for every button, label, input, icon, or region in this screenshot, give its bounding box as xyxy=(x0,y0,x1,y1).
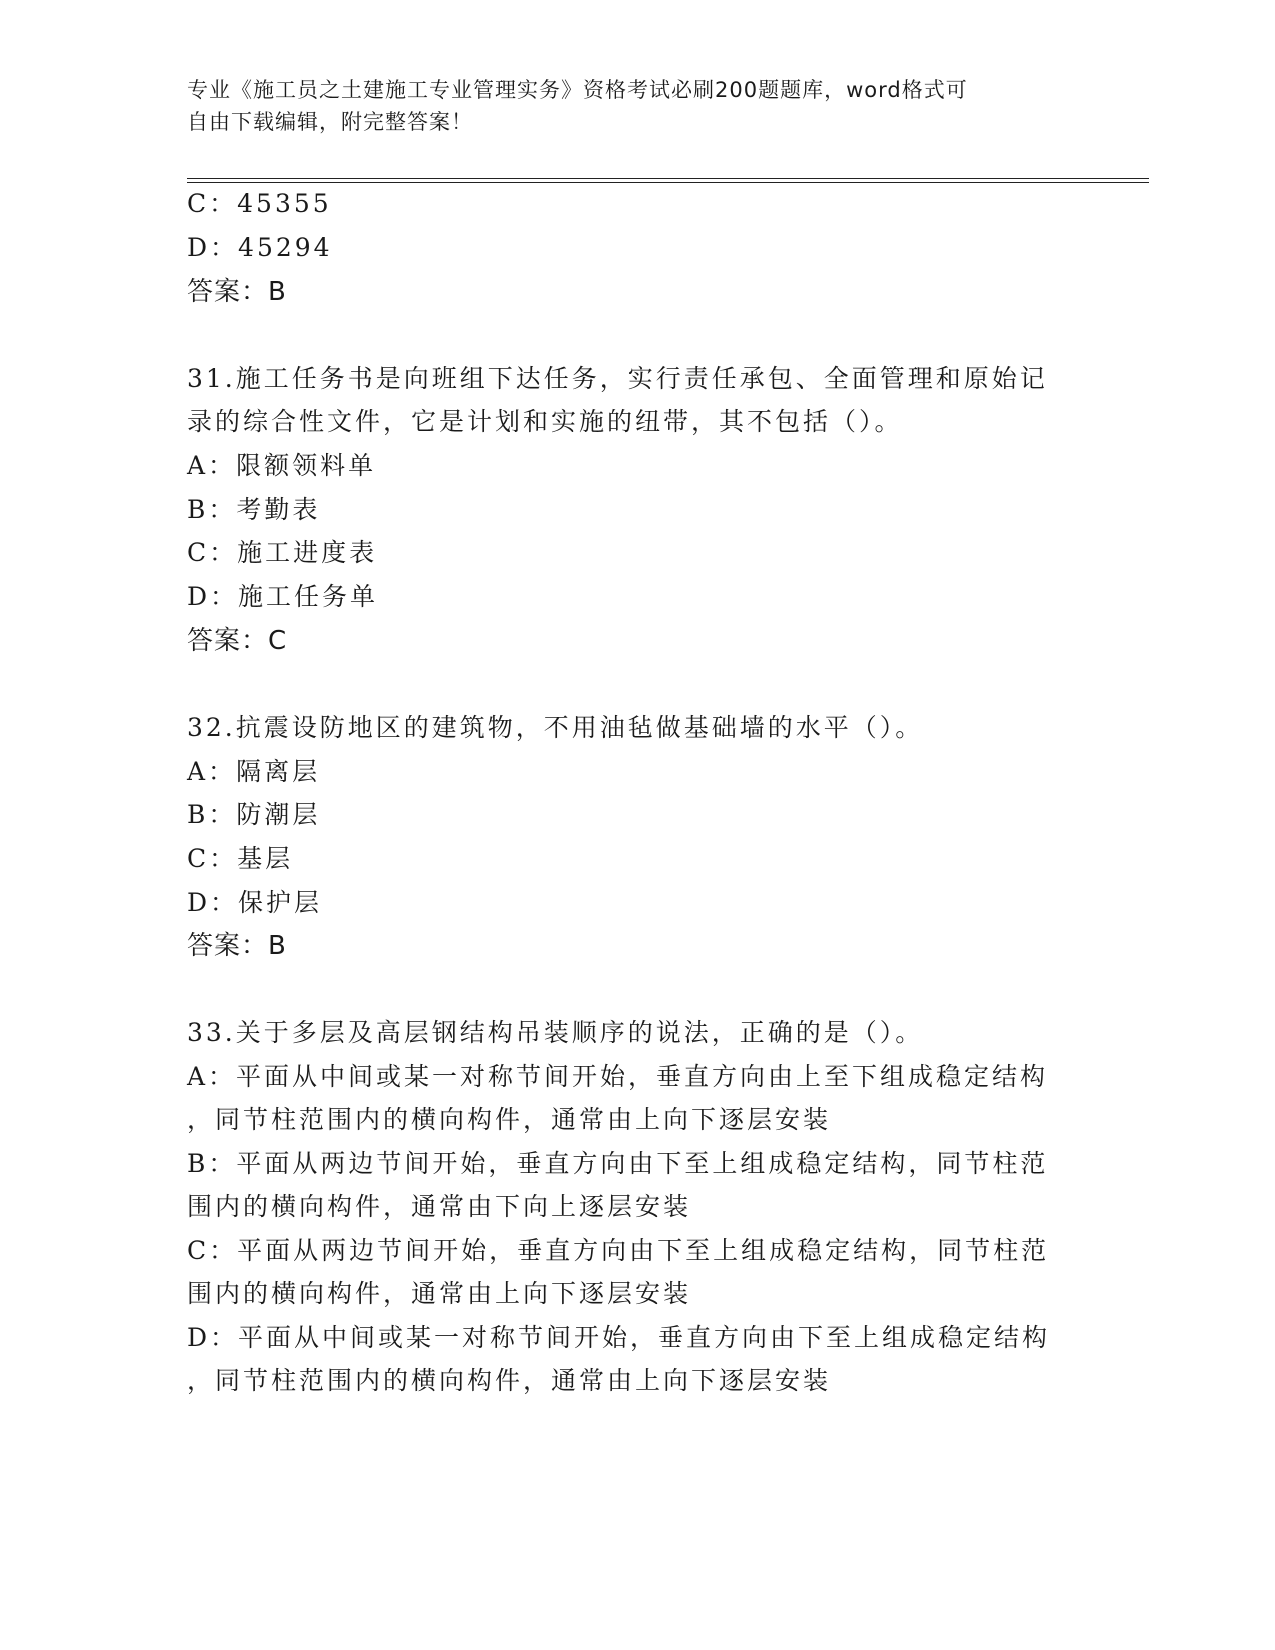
q33-option-c-line-2: 围内的横向构件，通常由上向下逐层安装 xyxy=(187,1279,692,1308)
q33-option-a-line-2: ，同节柱范围内的横向构件，通常由上向下逐层安装 xyxy=(187,1105,832,1134)
header-divider-top xyxy=(187,178,1149,179)
header-line-1: 专业《施工员之土建施工专业管理实务》资格考试必刷200题题库，word格式可 xyxy=(187,78,968,102)
prev-option-c: C：45355 xyxy=(187,189,332,218)
q32-option-b: B：防潮层 xyxy=(187,800,321,829)
q31-option-b: B：考勤表 xyxy=(187,495,321,524)
q31-option-d: D：施工任务单 xyxy=(187,582,379,611)
q33-option-d-line-1: D：平面从中间或某一对称节间开始，垂直方向由下至上组成稳定结构 xyxy=(187,1323,1051,1352)
q33-option-c-line-1: C：平面从两边节间开始，垂直方向由下至上组成稳定结构，同节柱范 xyxy=(187,1236,1050,1265)
q33-option-a-line-1: A：平面从中间或某一对称节间开始，垂直方向由上至下组成稳定结构 xyxy=(187,1062,1049,1091)
q33-option-d-line-2: ，同节柱范围内的横向构件，通常由上向下逐层安装 xyxy=(187,1366,832,1395)
prev-option-d: D：45294 xyxy=(187,233,333,262)
q33-option-b-line-1: B：平面从两边节间开始，垂直方向由下至上组成稳定结构，同节柱范 xyxy=(187,1149,1049,1178)
q33-stem-line-1: 33.关于多层及高层钢结构吊装顺序的说法，正确的是（）。 xyxy=(187,1018,924,1047)
prev-answer: 答案：B xyxy=(187,277,287,307)
q32-option-d: D：保护层 xyxy=(187,888,323,917)
q31-option-c: C：施工进度表 xyxy=(187,538,378,567)
q32-answer: 答案：B xyxy=(187,931,287,961)
header-divider-bottom xyxy=(187,182,1149,183)
q33-option-b-line-2: 围内的横向构件，通常由下向上逐层安装 xyxy=(187,1192,692,1221)
header-line-2: 自由下载编辑，附完整答案！ xyxy=(187,110,473,134)
document-header xyxy=(187,74,1087,138)
q31-answer: 答案：C xyxy=(187,626,288,656)
q31-stem-line-2: 录的综合性文件，它是计划和实施的纽带，其不包括（）。 xyxy=(187,407,903,436)
q32-option-c: C：基层 xyxy=(187,844,294,873)
q31-stem-line-1: 31.施工任务书是向班组下达任务，实行责任承包、全面管理和原始记 xyxy=(187,364,1048,393)
q31-option-a: A：限额领料单 xyxy=(187,451,377,480)
q32-option-a: A：隔离层 xyxy=(187,757,321,786)
q32-stem-line-1: 32.抗震设防地区的建筑物，不用油毡做基础墙的水平（）。 xyxy=(187,713,924,742)
